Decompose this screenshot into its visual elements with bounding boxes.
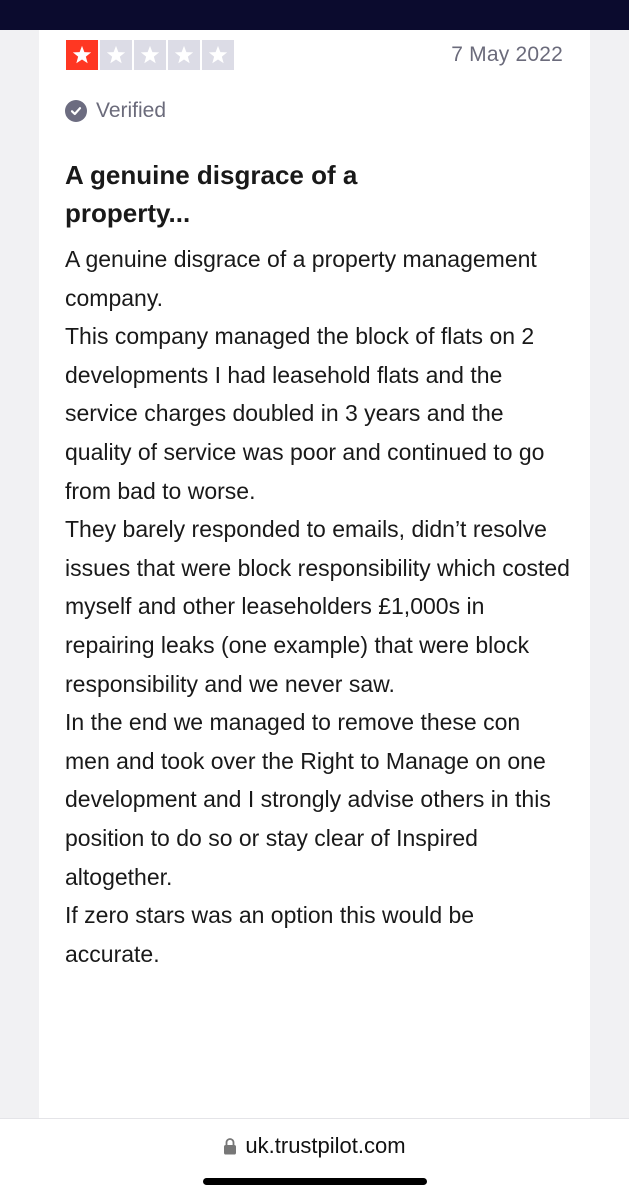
rating-star	[100, 40, 132, 70]
lock-icon	[223, 1136, 237, 1156]
review-paragraph: They barely responded to emails, didn’t resolve issues that were block responsibility which costed myself and other leaseholders £1,000s in repairing leaks (one example) that were block responsibility and we never saw.	[65, 516, 570, 697]
star-icon	[105, 44, 127, 66]
url-text: uk.trustpilot.com	[245, 1133, 406, 1158]
verified-label: Verified	[96, 99, 167, 122]
review-body	[65, 240, 570, 973]
rating-star	[134, 40, 166, 70]
home-indicator[interactable]	[203, 1178, 427, 1185]
review-title[interactable]	[65, 156, 495, 232]
check-circle-icon	[65, 100, 87, 122]
review-paragraph: If zero stars was an option this would be accurate.	[65, 902, 475, 967]
rating-star	[66, 40, 98, 70]
star-icon	[207, 44, 229, 66]
rating-star	[168, 40, 200, 70]
review-date: 7 May 2022	[451, 43, 563, 66]
star-icon	[139, 44, 161, 66]
address-field[interactable]	[0, 1133, 629, 1159]
rating-star	[202, 40, 234, 70]
status-bar	[0, 0, 629, 30]
review-paragraph: This company managed the block of flats on 2 developments I had leasehold flats and the service charges doubled in 3 years and the quality of service was poor and continued to go from bad to worse.	[65, 323, 545, 504]
review-card	[39, 30, 590, 1118]
review-paragraph: A genuine disgrace of a property management company.	[65, 246, 537, 311]
browser-address-bar[interactable]	[0, 1118, 629, 1201]
verified-badge	[65, 99, 166, 123]
star-icon	[173, 44, 195, 66]
star-icon	[71, 44, 93, 66]
star-rating	[66, 40, 234, 70]
review-title-line: A genuine disgrace of a	[65, 160, 358, 190]
review-paragraph: In the end we managed to remove these con men and took over the Right to Manage on one development and I strongly advise others in this position to do so or stay clear of Inspired altogether.	[65, 709, 551, 890]
review-title-line: property...	[65, 198, 191, 228]
